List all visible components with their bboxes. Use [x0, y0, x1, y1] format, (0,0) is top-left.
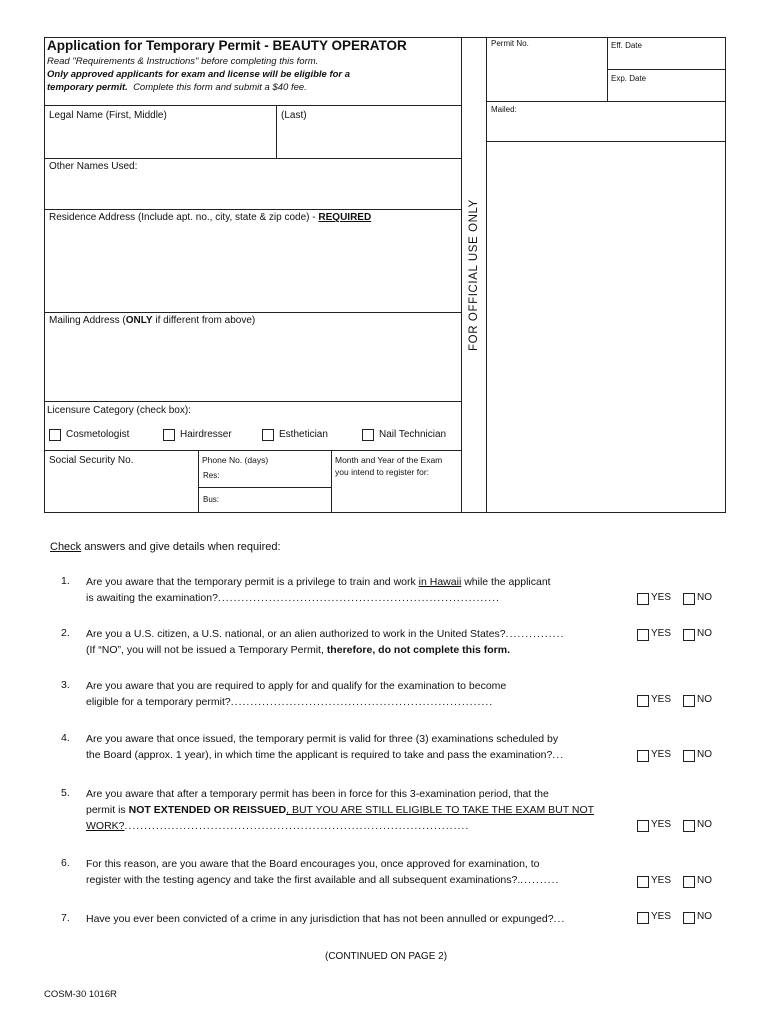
official-use-vertical: FOR OFFICIAL USE ONLY: [468, 199, 480, 351]
intro-text: answers and give details when required:: [84, 541, 281, 553]
q5-line-1: Are you aware that after a temporary permit has been in force for this 3-examination period, that the: [86, 788, 549, 800]
esthetician-checkbox[interactable]: [262, 429, 274, 441]
q3-line-1: Are you aware that you are required to apply for and qualify for the examination to become: [86, 680, 507, 692]
instruction-line-1: Read "Requirements & Instructions" before completing this form.: [47, 56, 319, 67]
other-names-label: Other Names Used:: [49, 161, 138, 172]
q7-yes-label: YES: [651, 911, 672, 922]
q7-no-checkbox[interactable]: [683, 912, 695, 924]
q3-line-2: eligible for a temporary permit?...................................................................: [86, 696, 494, 708]
exp-date-label: Exp. Date: [611, 74, 647, 83]
line-residence-top: [44, 209, 461, 210]
bus-label: Bus:: [203, 495, 220, 504]
application-form-grid: [44, 37, 726, 513]
q5-line-2a: permit is: [86, 804, 126, 816]
instruction-line-2: Only approved applicants for exam and license will be eligible for a: [47, 69, 351, 80]
line-name-split: [276, 105, 277, 158]
line-category-top: [44, 401, 461, 402]
q6-line-2-text: register with the testing agency and take the first available and all subsequent examinations?.: [86, 874, 521, 886]
line-ssn-top: [44, 450, 461, 451]
q4-line-2: the Board (approx. 1 year), in which time the applicant is required to take and pass the examination?...: [86, 749, 565, 761]
q5-no-label: NO: [697, 819, 712, 830]
q4-no-label: NO: [697, 749, 712, 760]
office-line-1: [607, 69, 726, 70]
q1-line-2-text: is awaiting the examination?: [86, 592, 218, 604]
line-other-top: [44, 158, 461, 159]
q3-line-2-text: eligible for a temporary permit?: [86, 696, 231, 708]
esthetician-label: Esthetician: [279, 429, 328, 440]
mailing-label-c: if different from above): [155, 315, 256, 326]
mailing-label-a: Mailing Address (: [49, 315, 126, 326]
q6-yes-label: YES: [651, 875, 672, 886]
q4-yes-checkbox[interactable]: [637, 750, 649, 762]
q3-no-label: NO: [697, 694, 712, 705]
required-tag: REQUIRED: [318, 212, 372, 223]
q1-line-1b: in Hawaii: [418, 576, 462, 588]
q5-line-2: [86, 802, 594, 818]
questions-intro: [50, 541, 281, 553]
q5-line-2b: NOT EXTENDED OR REISSUED: [128, 804, 287, 816]
q3-no-checkbox[interactable]: [683, 695, 695, 707]
continued-note: (CONTINUED ON PAGE 2): [325, 951, 448, 962]
hairdresser-label: Hairdresser: [180, 429, 232, 440]
res-label: Res:: [203, 471, 220, 480]
q1-no-checkbox[interactable]: [683, 593, 695, 605]
line-mailing-top: [44, 312, 461, 313]
q6-number: 6.: [61, 857, 70, 869]
phone-label: Phone No. (days): [202, 455, 269, 465]
q7-yes-checkbox[interactable]: [637, 912, 649, 924]
mailing-address-label: [49, 315, 255, 326]
eff-date-label: Eff. Date: [611, 41, 642, 50]
q5-yes-label: YES: [651, 819, 672, 830]
nail-technician-checkbox[interactable]: [362, 429, 374, 441]
exam-month-label-2: you intend to register for:: [335, 467, 430, 477]
ssn-label: Social Security No.: [49, 455, 134, 466]
q1-line-2: is awaiting the examination?........................................................................: [86, 592, 500, 604]
form-title: Application for Temporary Permit - BEAUTY OPERATOR: [47, 38, 407, 53]
mailing-label-only: ONLY: [125, 315, 153, 326]
q1-no-label: NO: [697, 592, 712, 603]
mailed-label: Mailed:: [491, 105, 517, 114]
permit-no-label: Permit No.: [491, 39, 529, 48]
line-ssn-split: [198, 450, 199, 513]
q6-no-checkbox[interactable]: [683, 876, 695, 888]
q6-line-1: For this reason, are you aware that the Board encourages you, once approved for examination, to: [86, 858, 540, 870]
q2-line-2a: (If “NO”, you will not be issued a Temporary Permit,: [86, 644, 324, 656]
q2-line-2: [86, 642, 510, 658]
q7-number: 7.: [61, 912, 70, 924]
exam-month-label-1: Month and Year of the Exam: [335, 455, 443, 465]
q2-no-checkbox[interactable]: [683, 629, 695, 641]
q5-number: 5.: [61, 787, 70, 799]
q1-line-1: [86, 574, 551, 590]
line-phone-split: [331, 450, 332, 513]
cosmetologist-label: Cosmetologist: [66, 429, 130, 440]
q3-yes-label: YES: [651, 694, 672, 705]
q2-line-1-text: Are you a U.S. citizen, a U.S. national, or an alien authorized to work in the United States?: [86, 628, 506, 640]
q6-no-label: NO: [697, 875, 712, 886]
office-line-2: [486, 101, 726, 102]
q6-line-2: register with the testing agency and take the first available and all subsequent examinations?...........: [86, 874, 560, 886]
q4-number: 4.: [61, 732, 70, 744]
q1-line-1a: Are you aware that the temporary permit is a privilege to train and work: [86, 576, 416, 588]
legal-name-label: Legal Name (First, Middle): [49, 110, 167, 121]
q5-line-2c: , BUT YOU ARE STILL ELIGIBLE TO TAKE THE EXAM BUT NOT: [286, 804, 595, 816]
q5-yes-checkbox[interactable]: [637, 820, 649, 832]
q2-no-label: NO: [697, 628, 712, 639]
residence-address-label: [49, 212, 371, 223]
office-line-3: [486, 141, 726, 142]
cosmetologist-checkbox[interactable]: [49, 429, 61, 441]
q4-yes-label: YES: [651, 749, 672, 760]
q2-yes-label: YES: [651, 628, 672, 639]
residence-label-text: Residence Address (Include apt. no., city, state & zip code) -: [49, 212, 316, 223]
instruction-line-3b: Complete this form and submit a $40 fee.: [133, 82, 307, 93]
q2-line-2b: therefore, do not complete this form.: [326, 644, 510, 656]
q1-line-1c: while the applicant: [464, 576, 551, 588]
instruction-line-3: [47, 82, 307, 94]
official-column-right-line: [486, 37, 487, 513]
last-name-label: (Last): [281, 110, 307, 121]
q2-yes-checkbox[interactable]: [637, 629, 649, 641]
q5-line-3: WORK?........................................................................................: [86, 820, 470, 832]
q7-no-label: NO: [697, 911, 712, 922]
q7-line-1-text: Have you ever been convicted of a crime in any jurisdiction that has not been annulled or expunged?: [86, 913, 554, 925]
line-name-top: [44, 105, 461, 106]
q4-line-2-text: the Board (approx. 1 year), in which time the applicant is required to take and pass the examination?: [86, 749, 553, 761]
official-column-left-line: [461, 37, 462, 513]
check-word: Check: [50, 541, 82, 553]
q4-no-checkbox[interactable]: [683, 750, 695, 762]
category-label: Licensure Category (check box):: [47, 405, 191, 416]
q1-number: 1.: [61, 575, 70, 587]
hairdresser-checkbox[interactable]: [163, 429, 175, 441]
q1-yes-checkbox[interactable]: [637, 593, 649, 605]
q5-line-3-text: WORK?: [86, 820, 125, 832]
q7-line-1: Have you ever been convicted of a crime in any jurisdiction that has not been annulled or expunged?...: [86, 913, 566, 925]
line-phone-res: [199, 487, 331, 488]
form-number: COSM-30 1016R: [44, 989, 117, 1000]
instruction-line-3a: temporary permit.: [47, 82, 128, 93]
q5-no-checkbox[interactable]: [683, 820, 695, 832]
nail-technician-label: Nail Technician: [379, 429, 447, 440]
q4-line-1: Are you aware that once issued, the temporary permit is valid for three (3) examinations scheduled by: [86, 733, 559, 745]
q3-number: 3.: [61, 679, 70, 691]
q6-yes-checkbox[interactable]: [637, 876, 649, 888]
q3-yes-checkbox[interactable]: [637, 695, 649, 707]
q1-yes-label: YES: [651, 592, 672, 603]
q2-line-1: Are you a U.S. citizen, a U.S. national, or an alien authorized to work in the United States?...............: [86, 628, 565, 640]
q2-number: 2.: [61, 627, 70, 639]
